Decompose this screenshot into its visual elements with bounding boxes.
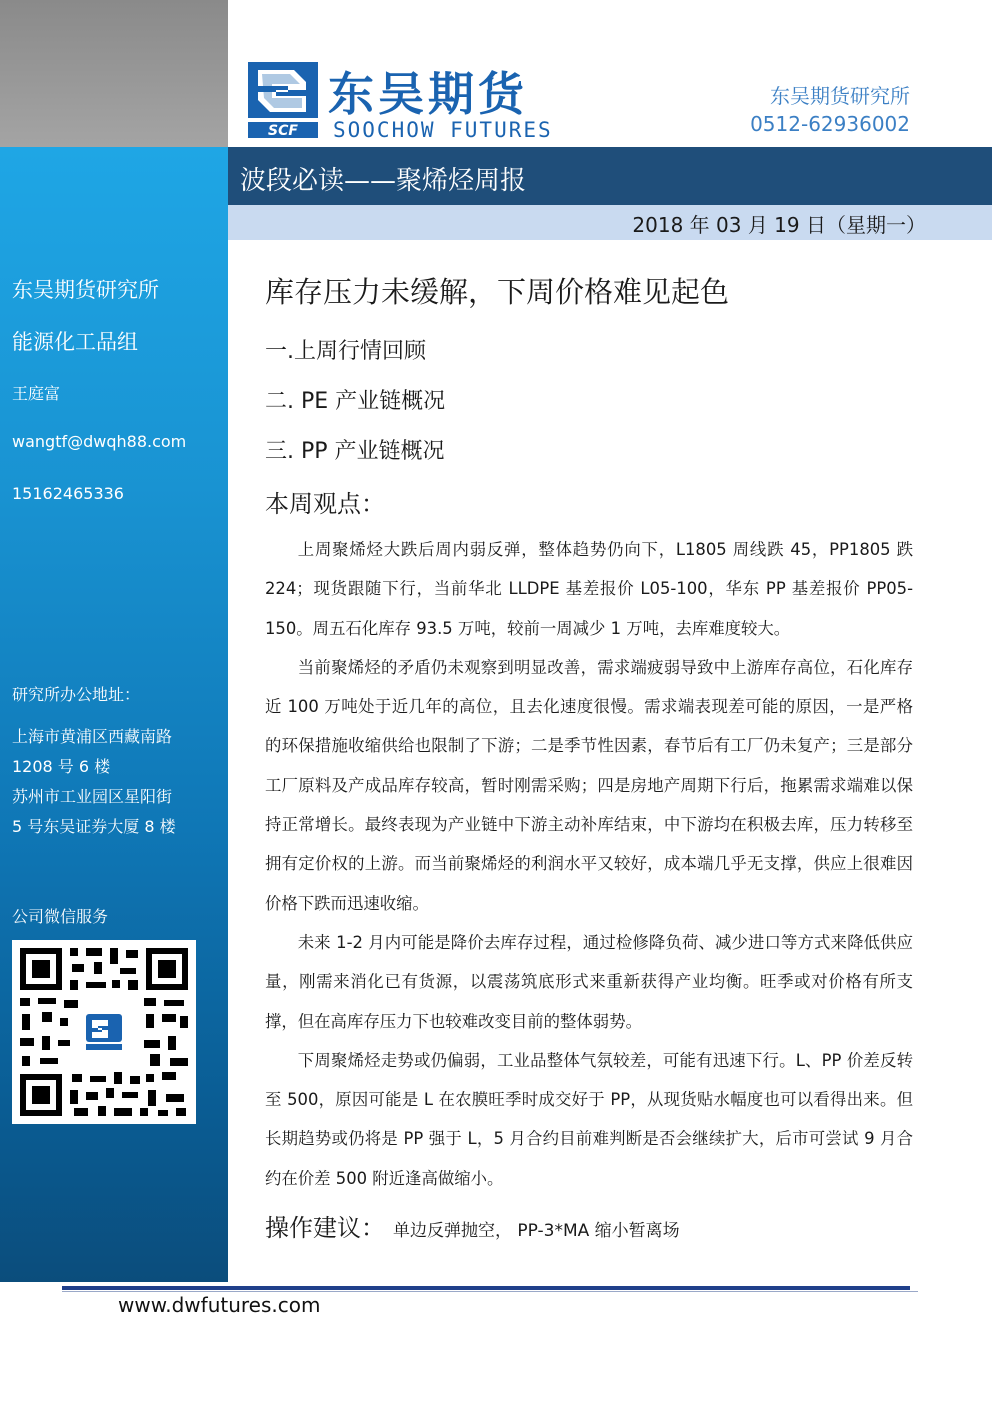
logo-english-name: SOOCHOW FUTURES	[333, 118, 553, 142]
wechat-qr-code[interactable]	[12, 940, 196, 1124]
body-paragraph: 未来 1-2 月内可能是降价去库存过程，通过检修降负荷、减少进口等方式来降低供应量，刚需来消化已有货源，以震荡筑底形式来重新获得产业均衡。旺季或对价格有所支撑，但在高库存压力下也较难改变目前的整体弱势。	[265, 932, 913, 1031]
weekly-view-heading: 本周观点：	[265, 490, 385, 518]
address-line: 1208 号 6 楼	[12, 757, 111, 776]
body-paragraph: 下周聚烯烃走势或仍偏弱，工业品整体气氛较差，可能有迅速下行。L、PP 价差反转至 500，原因可能是 L 在农膜旺季时成交好于 PP，从现货贴水幅度也可以看得出来。但长期趋势或仍将是 PP 强于 L，5 月合约目前难判断是否会继续扩大，后市可尝试 9 月合约在价差 500 附近逢高做缩小。	[265, 1050, 913, 1188]
logo-chinese-name: 东吴期货	[328, 67, 528, 121]
body-paragraph: 当前聚烯烃的矛盾仍未观察到明显改善，需求端疲弱导致中上游库存高位，石化库存近 100 万吨处于近几年的高位，且去化速度很慢。需求端表现差可能的原因，一是严格的环保措施收缩供给也限制了下游；二是季节性因素，春节后有工厂仍未复产；三是部分工厂原料及产成品库存较高，暂时刚需采购；四是房地产周期下行后，拖累需求端难以保持正常增长。最终表现为产业链中下游主动补库结束，中下游均在积极去库，压力转移至拥有定价权的上游。而当前聚烯烃的利润水平又较好，成本端几乎无支撑，供应上很难因价格下跌而迅速收缩。	[265, 657, 913, 913]
institute-name: 东吴期货研究所	[770, 84, 910, 108]
analyst-phone: 15162465336	[12, 484, 124, 503]
report-headline: 库存压力未缓解，下周价格难见起色	[265, 275, 730, 309]
analyst-name: 王庭富	[12, 384, 61, 403]
weekly-view-body	[265, 530, 913, 1198]
sidebar-top-panel	[0, 0, 228, 147]
footer-website-link[interactable]: www.dwfutures.com	[118, 1293, 321, 1317]
sidebar-institute: 东吴期货研究所	[12, 278, 159, 302]
footer-divider	[62, 1286, 910, 1290]
report-title: 波段必读——聚烯烃周报	[240, 166, 527, 196]
address-line: 5 号东吴证券大厦 8 楼	[12, 817, 176, 836]
wechat-label: 公司微信服务	[12, 907, 109, 926]
toc-item[interactable]: 二. PE 产业链概况	[265, 389, 446, 414]
footer-divider-thin	[62, 1291, 918, 1292]
advice-label: 操作建议：	[265, 1214, 385, 1242]
report-date: 2018 年 03 月 19 日（星期一）	[632, 213, 926, 237]
toc-item[interactable]: 一.上周行情回顾	[265, 339, 426, 364]
institute-phone: 0512-62936002	[750, 112, 910, 136]
advice-value: 单边反弹抛空， PP-3*MA 缩小暂离场	[393, 1221, 680, 1241]
toc-item[interactable]: 三. PP 产业链概况	[265, 439, 445, 464]
address-line: 苏州市工业园区星阳街	[12, 787, 173, 806]
office-address-label: 研究所办公地址：	[12, 685, 141, 704]
operation-advice	[265, 1208, 680, 1243]
analyst-email[interactable]: wangtf@dwqh88.com	[12, 432, 187, 451]
logo-icon	[248, 62, 318, 138]
sidebar-group: 能源化工品组	[12, 330, 138, 354]
address-line: 上海市黄浦区西藏南路	[12, 727, 173, 746]
logo-abbr: SCF	[268, 123, 298, 138]
body-paragraph: 上周聚烯烃大跌后周内弱反弹，整体趋势仍向下，L1805 周线跌 45，PP1805 跌 224；现货跟随下行，当前华北 LLDPE 基差报价 L05-100，华东 PP 基差报价 PP05-150。周五石化库存 93.5 万吨，较前一周减少 1 万吨，去库难度较大。	[265, 540, 913, 638]
